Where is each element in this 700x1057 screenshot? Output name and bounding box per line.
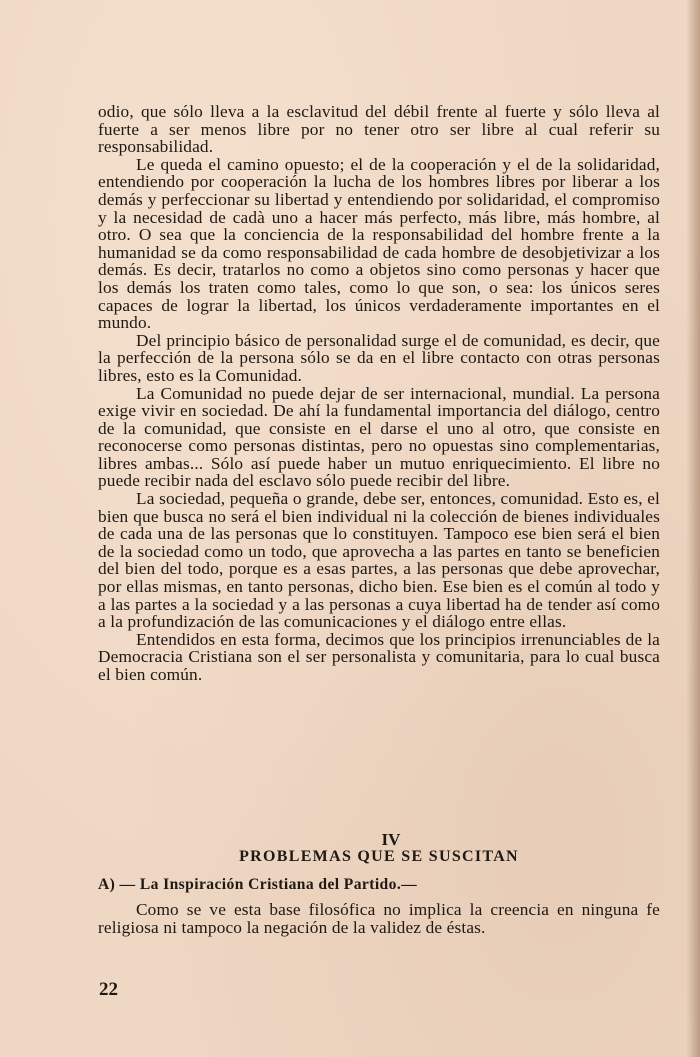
section-body-text [98, 901, 660, 936]
paragraph-principles-conclusion: Entendidos en esta forma, decimos que los principios irrenunciables de la Democracia Cristiana son el ser personalista y comunitaria, para lo cual busca el bien común. [98, 629, 660, 684]
page-number: 22 [99, 979, 118, 1000]
paragraph-international-community: La Comunidad no puede dejar de ser internacional, mundial. La persona exige vivir en sociedad. De ahí la fundamental importancia del diálogo, centro de la comunidad, que consiste en el darse el uno al otro, que consiste en reconocerse como personas distintas, pero no opuestas sino complementarias, libres ambas... Sólo así puede haber un mutuo enriquecimiento. El libre no puede recibir nada del esclavo sólo puede recibir del libre. [98, 383, 660, 491]
page-edge-shadow [686, 0, 700, 1057]
section-heading: A) — La Inspiración Cristiana del Partido.— [98, 876, 418, 893]
paragraph-cooperation: Le queda el camino opuesto; el de la cooperación y el de la solidaridad, entendiendo por cooperación la lucha de los hombres libres por liberar a los demás y perfeccionar su libertad y entendiendo por solidaridad, el compromiso y la necesidad de cadà uno a hacer más perfecto, más libre, más hombre, al otro. O sea que la conciencia de la responsabilidad del hombre frente a la humanidad se da como responsabilidad de cada hombre de desobjetivizar a los demás. Es decir, tratarlos no como a objetos sino como personas y hacer que los demás los traten como tales, como lo que son, o sea: los únicos seres capaces de lograr la libertad, los únicos verdaderamente importantes en el mundo. [98, 154, 660, 333]
section-paragraph: Como se ve esta base filosófica no implica la creencia en ninguna fe religiosa ni tampoco la negación de la validez de éstas. [98, 900, 660, 937]
paragraph-society-common-good: La sociedad, pequeña o grande, debe ser, entonces, comunidad. Esto es, el bien que busca no será el bien individual ni la colección de bienes individuales de cada una de las personas que lo constituyen. Tampoco ese bien será el bien de la sociedad como un todo, que aprovecha a las partes en tanto se beneficien del bien del todo, porque es a esas partes, a las personas que debe aprovechar, por ellas mismas, en tanto personas, dicho bien. Ese bien es el común al todo y a las partes a la sociedad y a las personas a cuya libertad ha de tender así como a la profundización de las comunicaciones y el diálogo entre ellas. [98, 489, 660, 632]
paragraph-community-principle: Del principio básico de personalidad surge el de comunidad, es decir, que la perfección de la persona sólo se da en el libre contacto con otras personas libres, esto es la Comunidad. [98, 330, 660, 385]
page-body-text [98, 103, 660, 684]
paragraph-continuation: odio, que sólo lleva a la esclavitud del débil frente al fuerte y sólo lleva al fuerte a ser menos libre por no tener otro ser libre al cual referir su responsabilidad. [98, 102, 660, 157]
chapter-number: IV [381, 830, 401, 849]
chapter-title: PROBLEMAS QUE SE SUSCITAN [239, 848, 519, 865]
